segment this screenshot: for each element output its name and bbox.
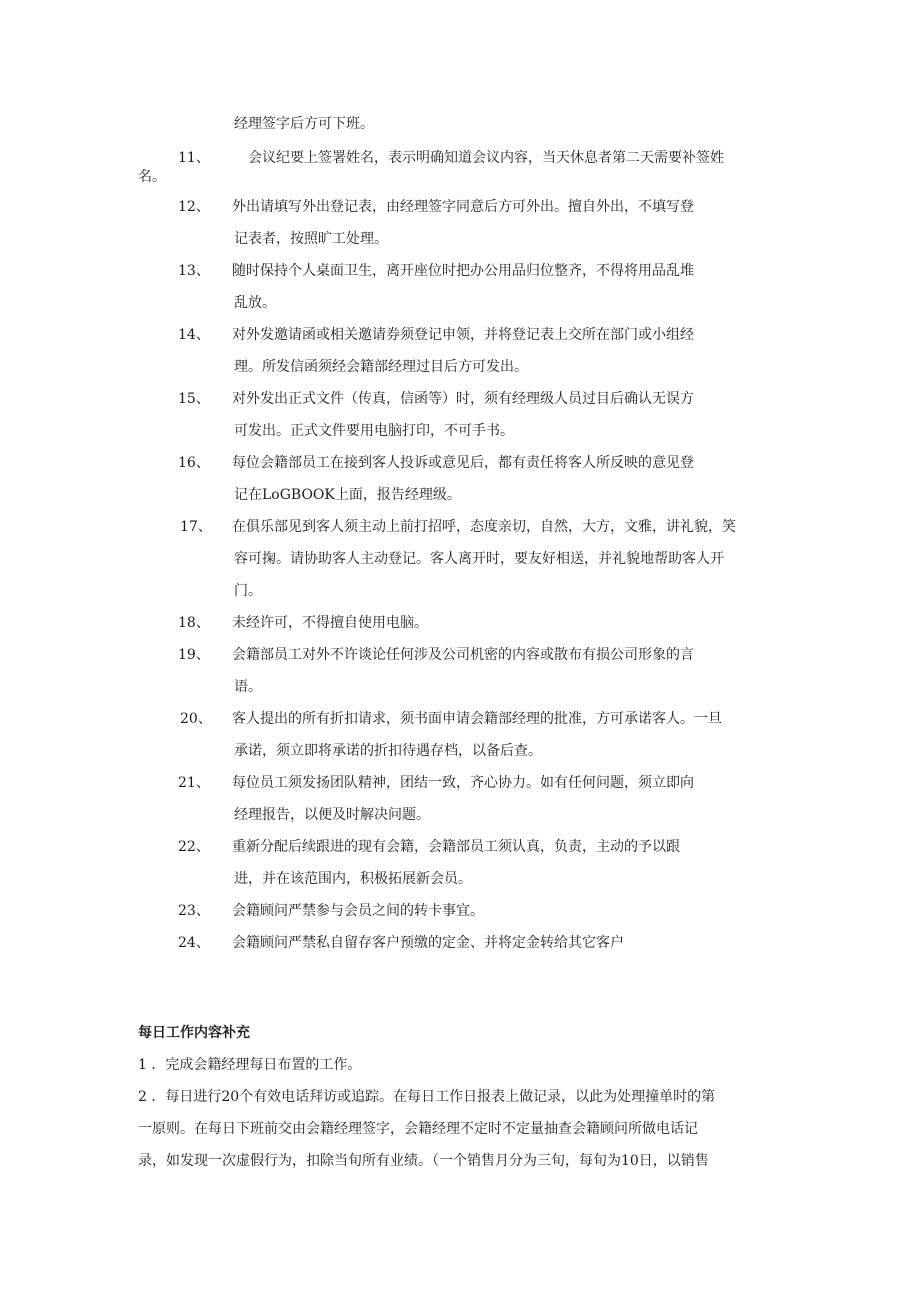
rule-text: 记在LoGBOOK上面，报告经理级。 bbox=[234, 487, 461, 503]
rule-number: 20、 bbox=[180, 711, 212, 727]
rule-text: 每位会籍部员工在接到客人投诉或意见后，都有责任将客人所反映的意见登 bbox=[232, 455, 694, 471]
rule-text: 进，并在该范围内，积极拓展新会员。 bbox=[234, 871, 472, 887]
rule-text: 会籍顾问严禁私自留存客户预缴的定金、并将定金转给其它客户 bbox=[232, 935, 624, 951]
rule-text: 重新分配后续跟进的现有会籍，会籍部员工须认真，负责，主动的予以跟 bbox=[232, 839, 680, 855]
rule-number: 11、 bbox=[178, 150, 210, 166]
rule-text: 会籍顾问严禁参与会员之间的转卡事宜。 bbox=[232, 903, 484, 919]
rule-number: 19、 bbox=[178, 647, 210, 663]
rule-text: 承诺，须立即将承诺的折扣待遇存档，以备后查。 bbox=[234, 743, 542, 759]
rule-text: 经理报告，以便及时解决问题。 bbox=[234, 807, 430, 823]
rule-text: 每位员工须发扬团队精神，团结一致，齐心协力。如有任何问题，须立即向 bbox=[232, 775, 694, 791]
rule-number: 16、 bbox=[178, 455, 210, 471]
rule-text: 在俱乐部见到客人须主动上前打招呼，态度亲切，自然，大方，文雅，讲礼貌，笑 bbox=[232, 519, 736, 535]
rule-text: 对外发出正式文件（传真，信函等）时，须有经理级人员过目后确认无误方 bbox=[232, 391, 694, 407]
rule-number: 14、 bbox=[178, 327, 210, 343]
rule-number: 22、 bbox=[178, 839, 210, 855]
rule-number: 23、 bbox=[178, 903, 210, 919]
rule-text: 会议纪要上签署姓名，表示明确知道会议内容，当天休息者第二天需要补签姓 bbox=[248, 150, 724, 166]
section-heading: 每日工作内容补充 bbox=[138, 1025, 250, 1041]
rule-10-continuation: 经理签字后方可下班。 bbox=[234, 116, 374, 132]
rule-number: 18、 bbox=[178, 615, 210, 631]
rule-text: 可发出。正式文件要用电脑打印，不可手书。 bbox=[234, 423, 514, 439]
rule-number: 13、 bbox=[178, 263, 210, 279]
rule-text: 客人提出的所有折扣请求，须书面申请会籍部经理的批准，方可承诺客人。一旦 bbox=[232, 711, 722, 727]
rule-number: 17、 bbox=[180, 519, 212, 535]
daily-item-2-line: 录，如发现一次虚假行为，扣除当旬所有业绩。（一个销售月分为三旬，每旬为10日，以销售 bbox=[138, 1153, 709, 1169]
rule-text: 名。 bbox=[138, 169, 166, 185]
daily-item-2-line: 一原则。在每日下班前交由会籍经理签字，会籍经理不定时不定量抽查会籍顾问所做电话记 bbox=[138, 1121, 698, 1137]
rule-text: 门。 bbox=[234, 583, 262, 599]
rule-number: 15、 bbox=[178, 391, 210, 407]
rule-text: 乱放。 bbox=[234, 295, 276, 311]
rule-text: 会籍部员工对外不许谈论任何涉及公司机密的内容或散布有损公司形象的言 bbox=[232, 647, 694, 663]
rule-text: 对外发邀请函或相关邀请券须登记申领，并将登记表上交所在部门或小组经 bbox=[232, 327, 694, 343]
rule-text: 理。所发信函须经会籍部经理过目后方可发出。 bbox=[234, 359, 528, 375]
daily-item-1: 1 ．完成会籍经理每日布置的工作。 bbox=[138, 1057, 362, 1073]
rule-text: 外出请填写外出登记表，由经理签字同意后方可外出。擅自外出，不填写登 bbox=[232, 199, 694, 215]
rule-number: 12、 bbox=[178, 199, 210, 215]
rule-number: 24、 bbox=[178, 935, 210, 951]
rule-text: 随时保持个人桌面卫生，离开座位时把办公用品归位整齐，不得将用品乱堆 bbox=[232, 263, 694, 279]
rule-text: 语。 bbox=[234, 679, 262, 695]
rule-text: 记表者，按照旷工处理。 bbox=[234, 231, 388, 247]
rule-number: 21、 bbox=[178, 775, 210, 791]
daily-item-2-line: 2 ．每日进行20个有效电话拜访或追踪。在每日工作日报表上做记录，以此为处理撞单时的第 bbox=[138, 1089, 716, 1105]
rule-text: 未经许可，不得擅自使用电脑。 bbox=[232, 615, 428, 631]
rule-text: 容可掬。请协助客人主动登记。客人离开时，要友好相送，并礼貌地帮助客人开 bbox=[234, 551, 724, 567]
